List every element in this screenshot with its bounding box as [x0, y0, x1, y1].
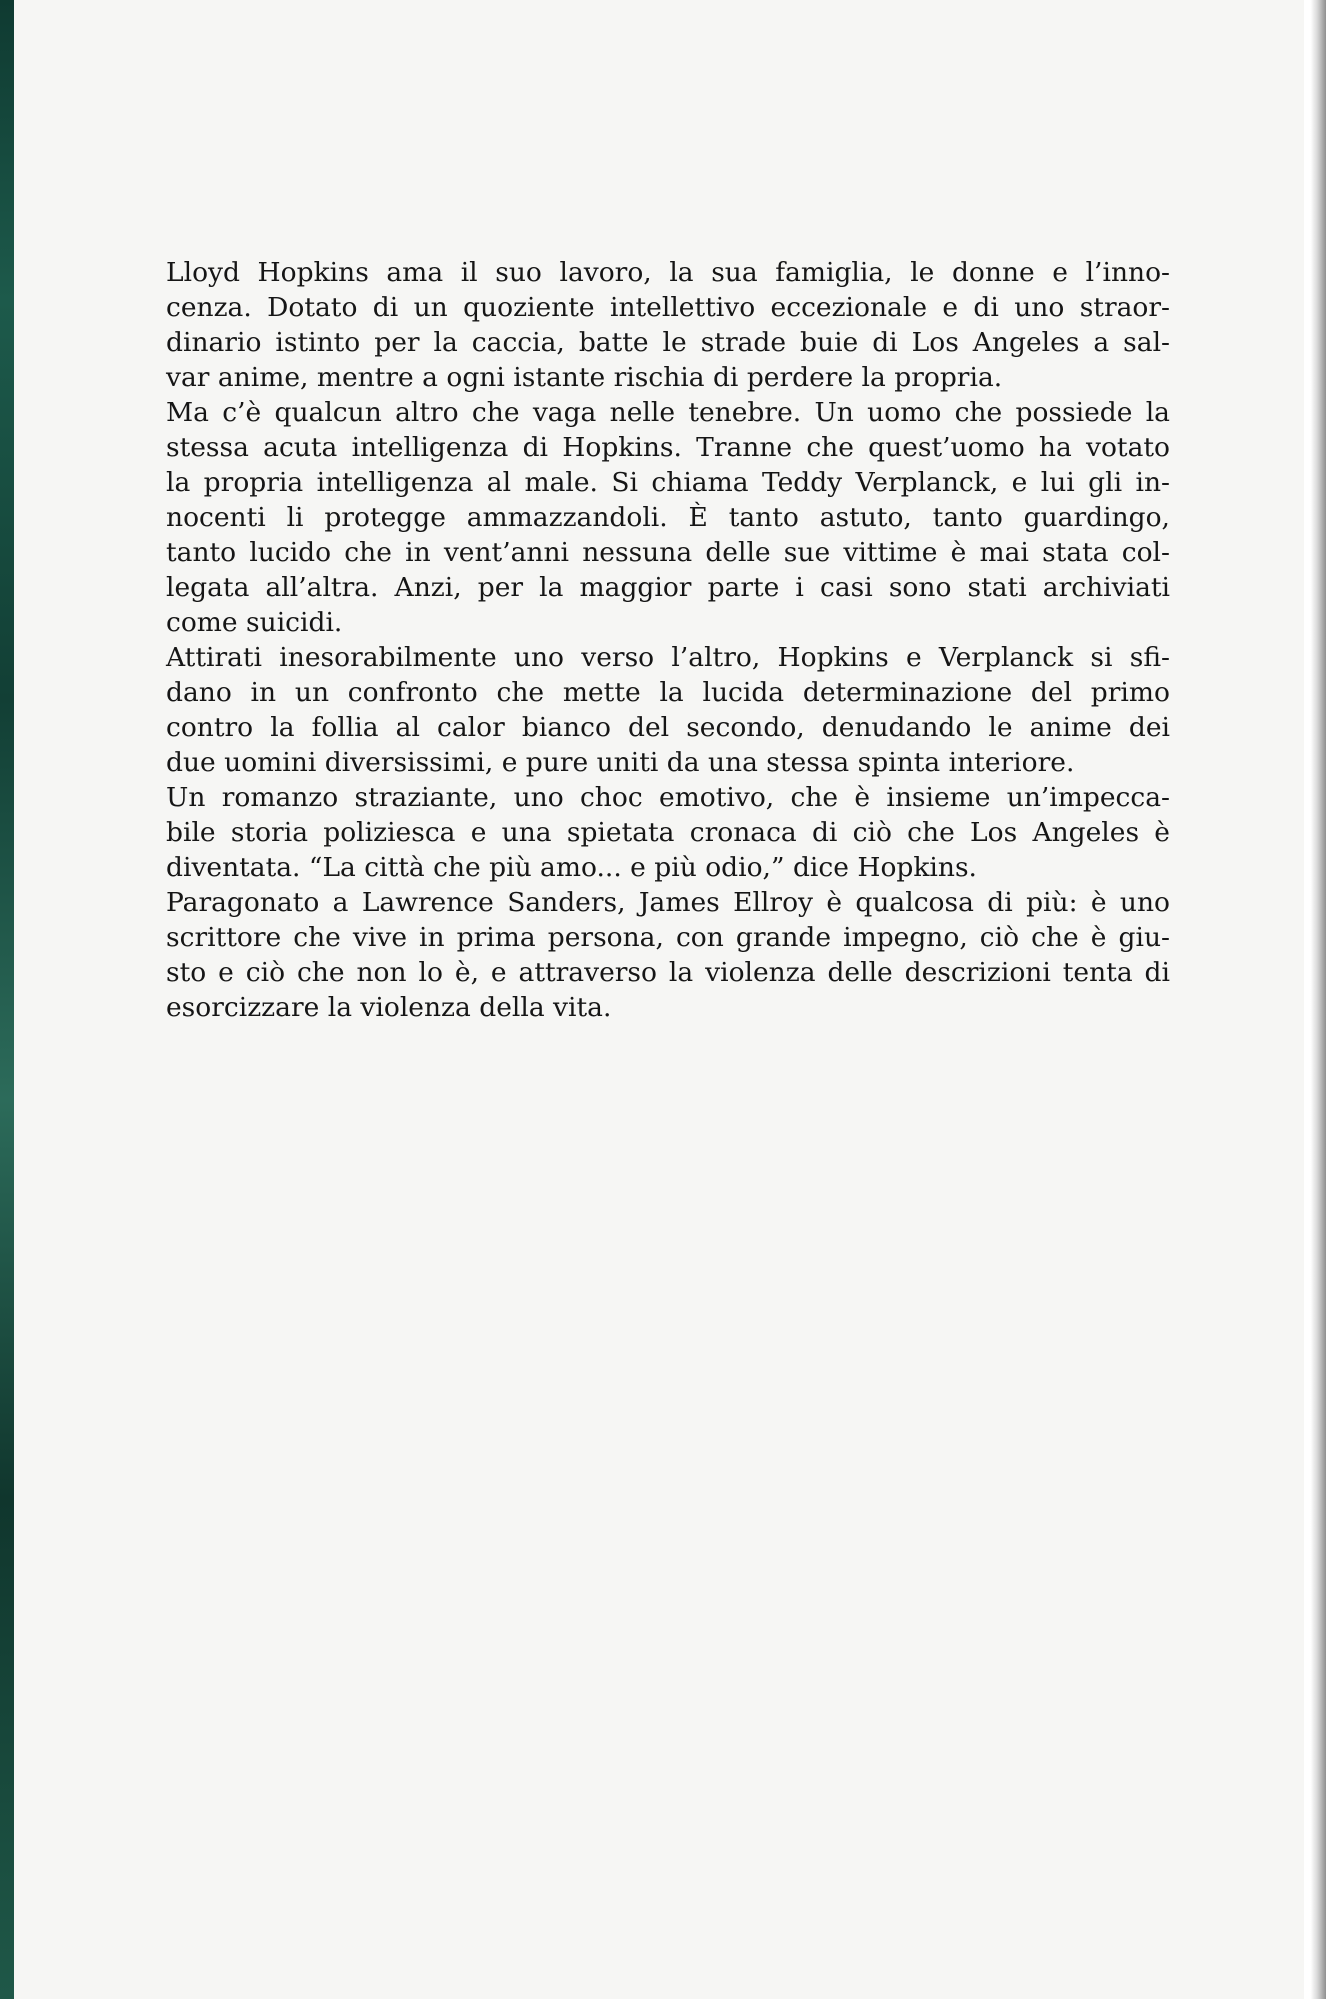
- blurb-line: cenza. Dotato di un quoziente intellettivo eccezionale e di uno straor-: [166, 292, 1170, 323]
- blurb-line: bile storia poliziesca e una spietata cronaca di ciò che Los Angeles è: [166, 817, 1170, 848]
- back-cover-blurb: [166, 255, 1170, 1025]
- blurb-line: contro la follia al calor bianco del secondo, denudando le anime dei: [166, 712, 1170, 743]
- blurb-line: var anime, mentre a ogni istante rischia di perdere la propria.: [166, 362, 1003, 393]
- blurb-line: Attirati inesorabilmente uno verso l’altro, Hopkins e Verplanck si sfi-: [166, 642, 1170, 673]
- blurb-line: Ma c’è qualcun altro che vaga nelle tenebre. Un uomo che possiede la: [166, 397, 1170, 428]
- blurb-line: stessa acuta intelligenza di Hopkins. Tranne che quest’uomo ha votato: [166, 432, 1170, 463]
- blurb-line: due uomini diversissimi, e pure uniti da una stessa spinta interiore.: [166, 747, 1075, 778]
- blurb-line: nocenti li protegge ammazzandoli. È tanto astuto, tanto guardingo,: [166, 502, 1170, 533]
- blurb-line: legata all’altra. Anzi, per la maggior parte i casi sono stati archiviati: [166, 572, 1170, 603]
- blurb-line: diventata. “La città che più amo... e più odio,” dice Hopkins.: [166, 852, 977, 883]
- blurb-line: esorcizzare la violenza della vita.: [166, 992, 612, 1023]
- blurb-line: la propria intelligenza al male. Si chiama Teddy Verplanck, e lui gli in-: [166, 467, 1170, 498]
- blurb-line: dano in un confronto che mette la lucida determinazione del primo: [166, 677, 1170, 708]
- blurb-line: Paragonato a Lawrence Sanders, James Ellroy è qualcosa di più: è uno: [166, 887, 1170, 918]
- blurb-line: Un romanzo straziante, uno choc emotivo, che è insieme un’impecca-: [166, 782, 1170, 813]
- blurb-line: tanto lucido che in vent’anni nessuna delle sue vittime è mai stata col-: [166, 537, 1170, 568]
- blurb-line: Lloyd Hopkins ama il suo lavoro, la sua famiglia, le donne e l’inno-: [166, 257, 1170, 288]
- blurb-line: come suicidi.: [166, 607, 343, 638]
- book-spine-edge: [0, 0, 14, 1999]
- blurb-line: dinario istinto per la caccia, batte le strade buie di Los Angeles a sal-: [166, 327, 1170, 358]
- blurb-line: scrittore che vive in prima persona, con grande impegno, ciò che è giu-: [166, 922, 1170, 953]
- blurb-line: sto e ciò che non lo è, e attraverso la violenza delle descrizioni tenta di: [166, 957, 1170, 988]
- page-right-edge: [1304, 0, 1326, 1999]
